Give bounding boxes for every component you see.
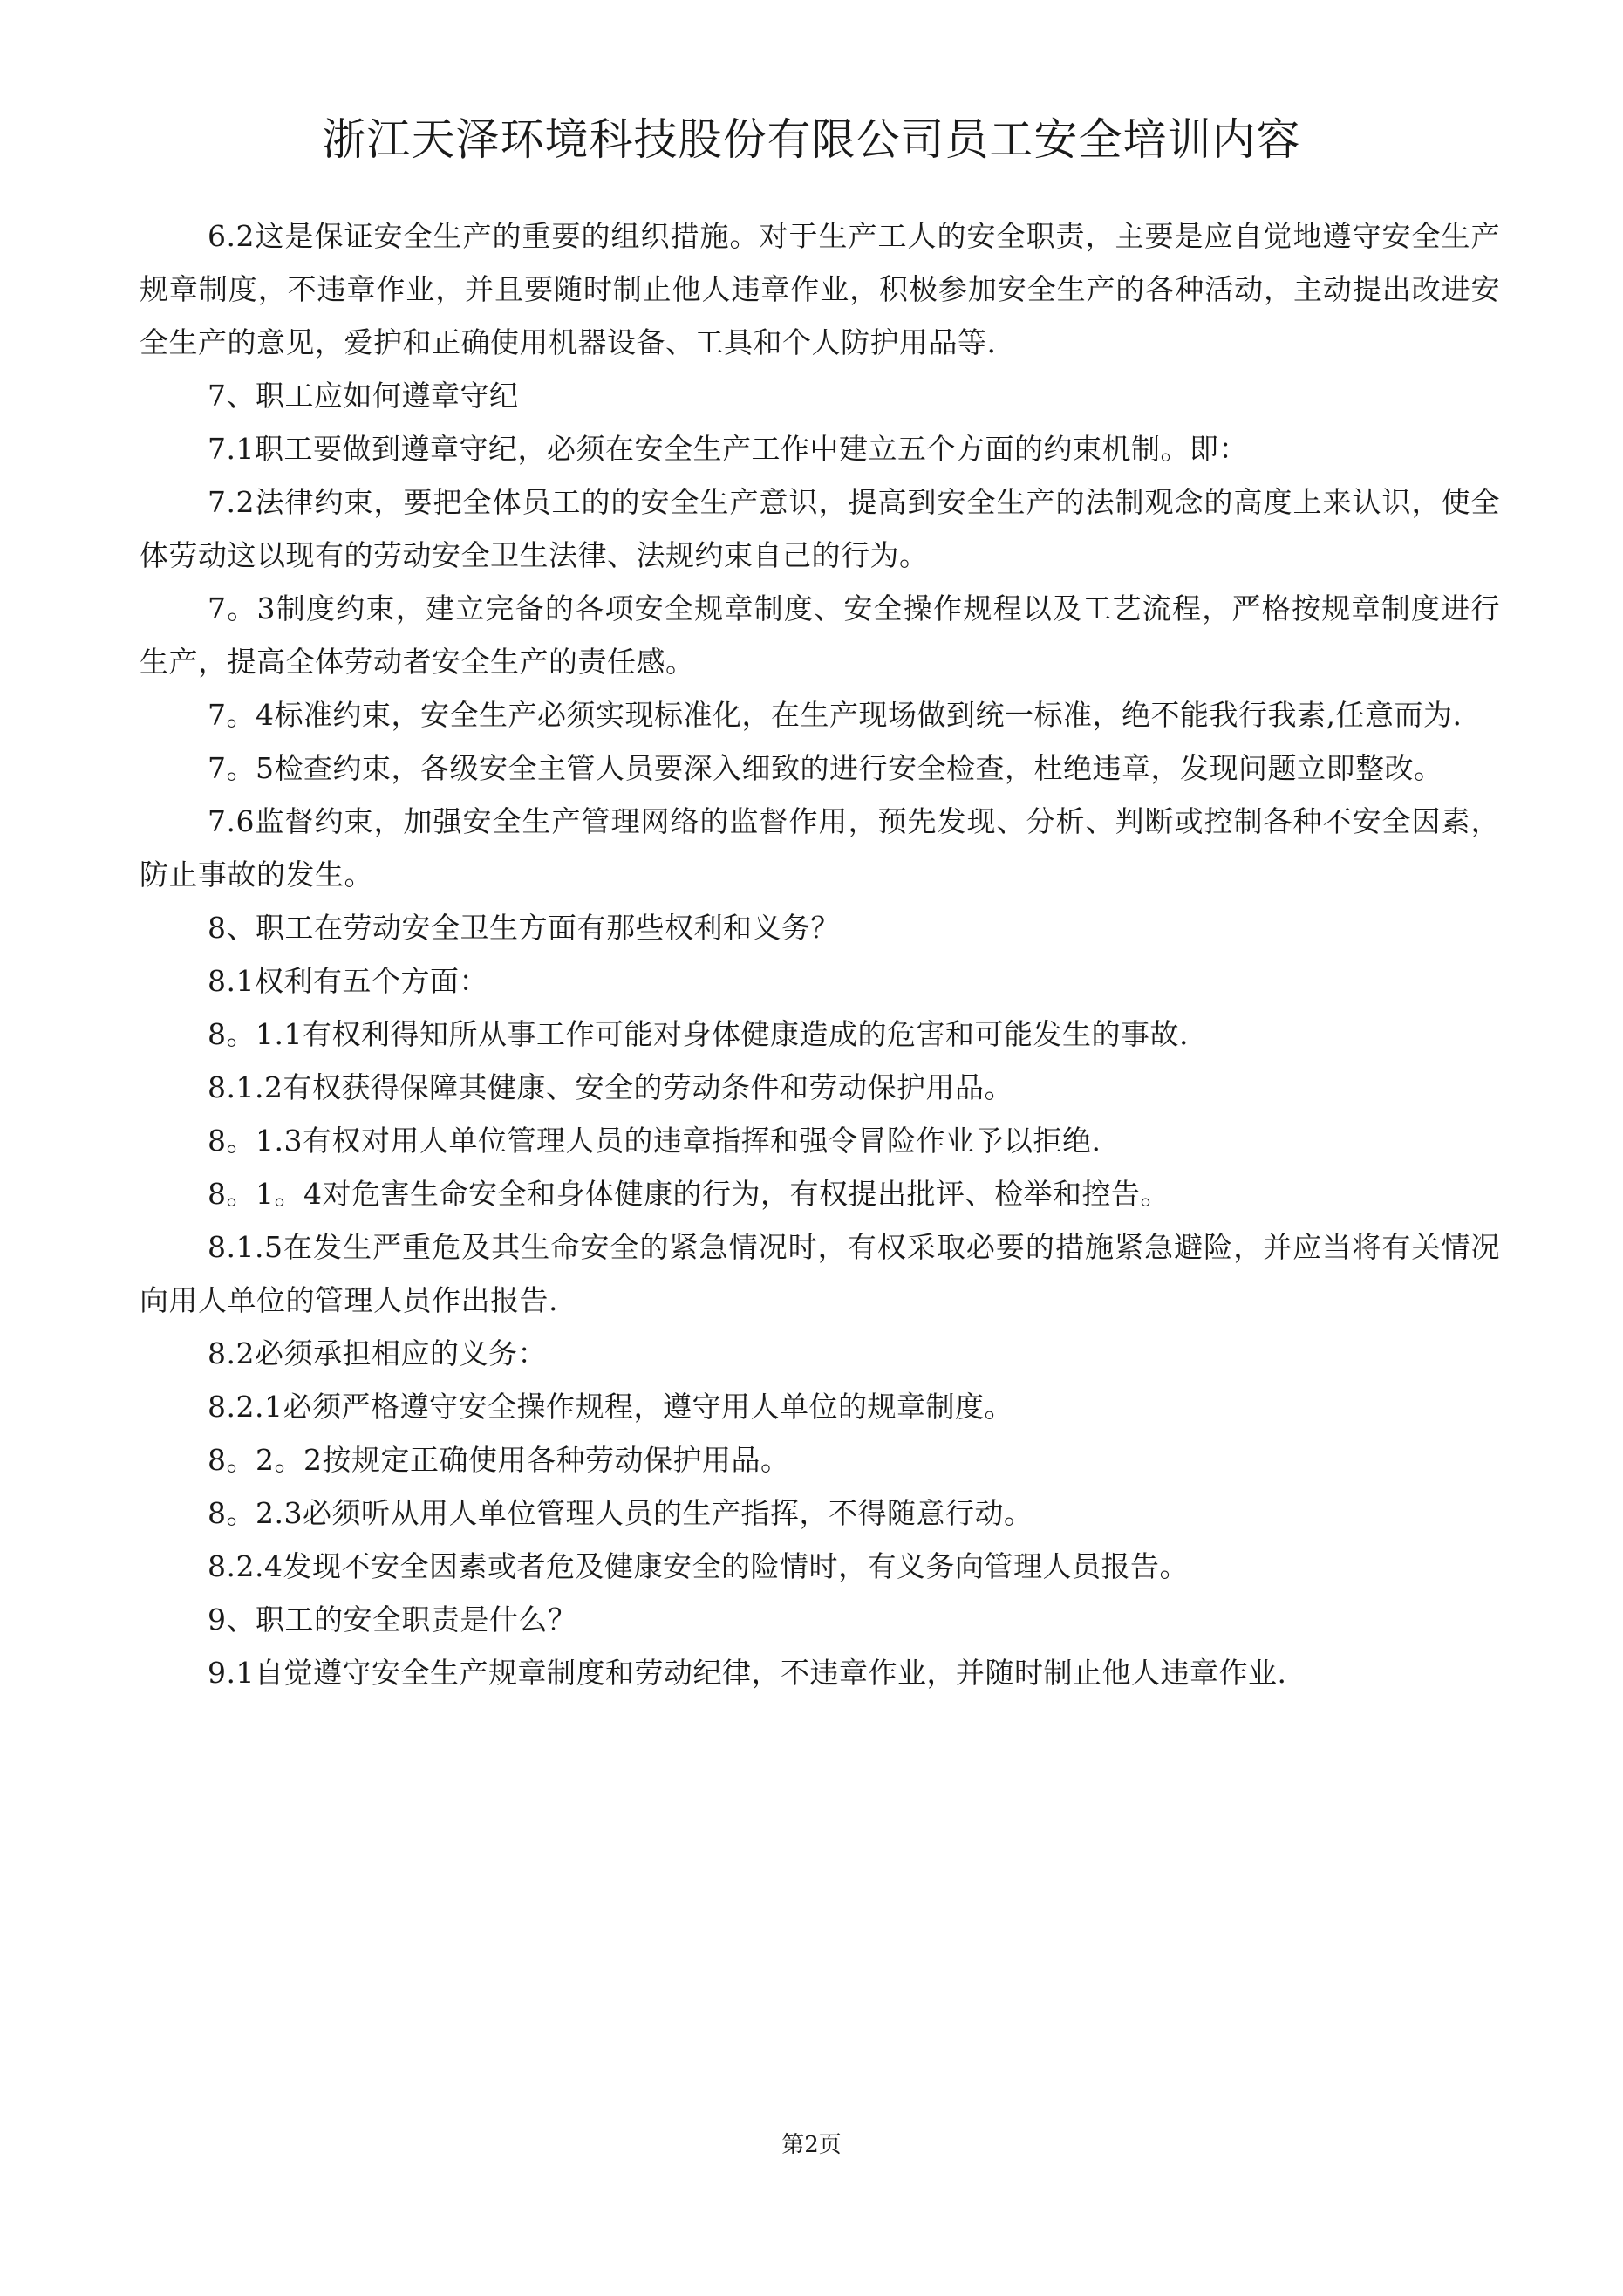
- paragraph: 7.1职工要做到遵章守纪，必须在安全生产工作中建立五个方面的约束机制。即：: [208, 432, 1248, 466]
- paragraph: 8。2.3必须听从用人单位管理人员的生产指挥，不得随意行动。: [208, 1496, 1033, 1530]
- document-title: 浙江天泽环境科技股份有限公司员工安全培训内容: [322, 114, 1301, 165]
- paragraph: 7.2法律约束，要把全体员工的的安全生产意识，提高到安全生产的法制观念的高度上来认识，使全体劳动这以现有的劳动安全卫生法律、法规约束自己的行为。: [140, 485, 1500, 572]
- paragraph: 9.1自觉遵守安全生产规章制度和劳动纪律，不违章作业，并随时制止他人违章作业.: [208, 1656, 1287, 1690]
- paragraph: 8.2.1必须严格遵守安全操作规程，遵守用人单位的规章制度。: [208, 1390, 1013, 1424]
- paragraph: 7。4标准约束，安全生产必须实现标准化，在生产现场做到统一标准，绝不能我行我素,任意而为.: [208, 698, 1463, 732]
- section-heading: 7、职工应如何遵章守纪: [208, 379, 519, 413]
- paragraph: 8.2必须承担相应的义务：: [208, 1336, 547, 1370]
- paragraph: 7。3制度约束，建立完备的各项安全规章制度、安全操作规程以及工艺流程，严格按规章制度进行生产，提高全体劳动者安全生产的责任感。: [140, 591, 1500, 679]
- paragraph: 8。1.1有权利得知所从事工作可能对身体健康造成的危害和可能发生的事故.: [208, 1017, 1189, 1051]
- paragraph: 8。1。4对危害生命安全和身体健康的行为，有权提出批评、检举和控告。: [208, 1177, 1170, 1211]
- document-body: [140, 209, 1500, 1699]
- paragraph: 7.6监督约束，加强安全生产管理网络的监督作用，预先发现、分析、判断或控制各种不安全因素，防止事故的发生。: [140, 804, 1500, 892]
- paragraph: 8.1.2有权获得保障其健康、安全的劳动条件和劳动保护用品。: [208, 1070, 1013, 1104]
- section-heading: 9、职工的安全职责是什么？: [208, 1602, 577, 1637]
- paragraph: 8。2。2按规定正确使用各种劳动保护用品。: [208, 1443, 790, 1477]
- section-heading: 8、职工在劳动安全卫生方面有那些权利和义务？: [208, 911, 840, 945]
- paragraph: 8.1权利有五个方面：: [208, 964, 488, 998]
- paragraph: 7。5检查约束，各级安全主管人员要深入细致的进行安全检查，杜绝违章，发现问题立即整改。: [208, 751, 1443, 785]
- paragraph: 8。1.3有权对用人单位管理人员的违章指挥和强令冒险作业予以拒绝.: [208, 1124, 1101, 1158]
- paragraph: 6.2这是保证安全生产的重要的组织措施。对于生产工人的安全职责，主要是应自觉地遵守安全生产规章制度，不违章作业，并且要随时制止他人违章作业，积极参加安全生产的各种活动，主动提出改进安全生产的意见，爱护和正确使用机器设备、工具和个人防护用品等.: [140, 219, 1500, 359]
- paragraph: 8.1.5在发生严重危及其生命安全的紧急情况时，有权采取必要的措施紧急避险，并应当将有关情况向用人单位的管理人员作出报告.: [140, 1230, 1500, 1317]
- page-number: 第2页: [781, 2132, 842, 2158]
- paragraph: 8.2.4发现不安全因素或者危及健康安全的险情时，有义务向管理人员报告。: [208, 1549, 1189, 1583]
